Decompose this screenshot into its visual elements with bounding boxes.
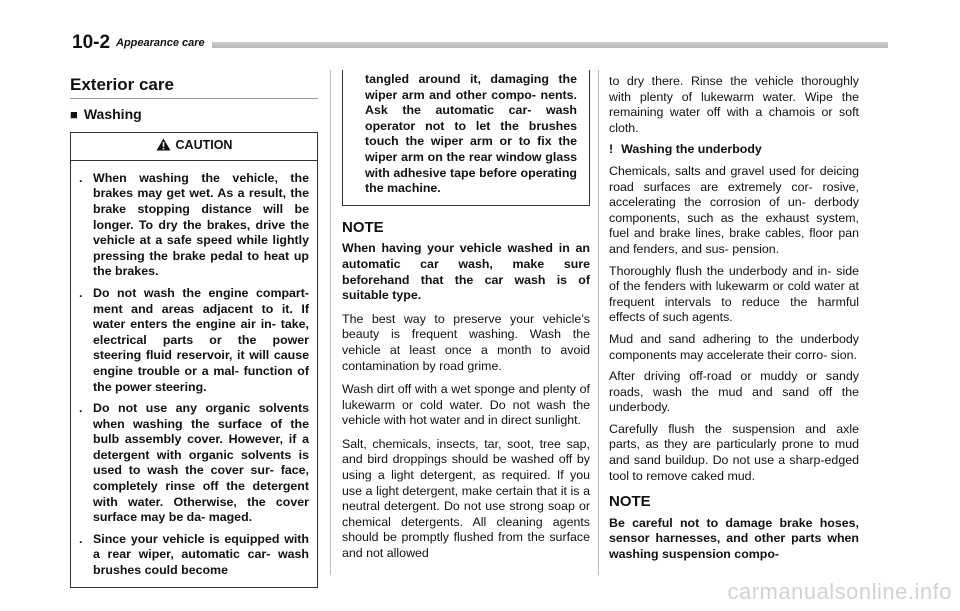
square-bullet-icon: ■	[70, 106, 78, 122]
section-title: Exterior care	[70, 77, 318, 99]
warning-triangle-icon	[156, 138, 171, 156]
bullet-dot: .	[79, 170, 83, 185]
column-divider	[330, 70, 331, 575]
note-text: Be careful not to damage brake hoses, sensor harnesses, and other parts when washing suspension compo-	[609, 515, 859, 562]
column-left	[70, 74, 318, 588]
bullet-dot: .	[79, 285, 83, 300]
caution-bullet-text: Do not use any organic solvents when washing the surface of the bulb assembly cover. However, if a detergent with organic solvents is used to wash the cover sur- face, completely rinse off the detergent with water. Otherwise, the cover surface may be da- maged.	[93, 401, 309, 525]
caution-bullet-text: Do not wash the engine compart- ment and areas adjacent to it. If water enters the engine air in- take, electrical parts or the power steering fluid reservoir, it will cause engine trouble or a mal- function of the power steering.	[93, 285, 309, 394]
caution-bullet	[79, 286, 309, 395]
caution-body	[71, 161, 317, 587]
subheading-text: Washing the underbody	[621, 142, 762, 157]
caution-bullet-text: When washing the vehicle, the brakes may get wet. As a result, the brake stopping distance will be longer. To dry the brakes, drive the vehicle at a safe speed while lightly pressing the brake pedal to heat up the brakes.	[93, 170, 309, 279]
body-paragraph: Wash dirt off with a wet sponge and plenty of lukewarm or cold water. Do not wash the vehicle with hot water and in direct sunlight.	[342, 382, 590, 428]
caution-continuation-box	[342, 70, 590, 206]
exclamation-marker-icon: !	[609, 142, 614, 157]
subsection-title	[70, 107, 318, 123]
caution-bullet	[79, 532, 309, 579]
body-paragraph: Mud and sand adhering to the underbody components may accelerate their corro- sion.	[609, 331, 859, 362]
page-title: Appearance care	[116, 37, 205, 49]
note-text: When having your vehicle washed in an automatic car wash, make sure beforehand that the car wash is of suitable type.	[342, 241, 590, 303]
caution-label: CAUTION	[175, 138, 233, 153]
subheading	[609, 142, 859, 158]
column-divider	[598, 70, 599, 575]
bullet-dot: .	[79, 401, 83, 416]
body-paragraph: The best way to preserve your vehicle’s beauty is frequent washing. Wash the vehicle at least once a month to avoid contamination by road grime.	[342, 311, 590, 373]
note-heading: NOTE	[609, 493, 651, 511]
body-paragraph: Thoroughly flush the underbody and in- side of the fenders with lukewarm or cold water at frequent intervals to reduce the harmful effects of such agents.	[609, 263, 859, 325]
column-right	[609, 74, 859, 571]
body-paragraph: Carefully flush the suspension and axle parts, as they are particularly prone to mud and sand buildup. Do not use a sharp-edged tool to remove caked mud.	[609, 421, 859, 483]
note-heading: NOTE	[342, 218, 384, 236]
body-paragraph: Chemicals, salts and gravel used for deicing road surfaces are extremely cor- rosive, accelerating the corrosion of un- derbody components, such as the exhaust system, fuel and brake lines, brake cables, floor pan and fenders, and sus- pension.	[609, 163, 859, 256]
caution-continuation-text: tangled around it, damaging the wiper arm and other compo- nents. Ask the automatic car- wash operator not to let the brushes touch the wiper arm or to fix the wiper arm on the rear window glass with adhesive tape before operating the machine.	[365, 72, 577, 196]
body-paragraph: After driving off-road or muddy or sandy roads, wash the mud and sand off the underbody.	[609, 369, 859, 415]
body-paragraph: Salt, chemicals, insects, tar, soot, tree sap, and bird droppings should be washed off by using a light detergent, as required. If you use a light detergent, make certain that it is a neutral detergent. Do not use strong soap or chemical detergents. All cleaning agents should be promptly flushed from the surface and not allowed	[342, 436, 590, 561]
caution-bullet	[79, 171, 309, 280]
page-number: 10-2	[72, 32, 111, 53]
subsection-title-text: Washing	[83, 105, 142, 122]
watermark: carmanualsonline.info	[727, 579, 952, 604]
column-middle	[342, 70, 590, 570]
caution-header	[71, 133, 317, 161]
body-paragraph: to dry there. Rinse the vehicle thoroughly with plenty of lukewarm water. Wipe the remaining water off with a chamois or soft cloth.	[609, 74, 859, 135]
header-rule	[212, 42, 888, 48]
caution-bullet	[79, 401, 309, 526]
caution-bullet-text: Since your vehicle is equipped with a rear wiper, automatic car- wash brushes could become	[93, 531, 309, 578]
page-header	[72, 32, 888, 56]
bullet-dot: .	[79, 531, 83, 546]
caution-box	[70, 132, 318, 587]
